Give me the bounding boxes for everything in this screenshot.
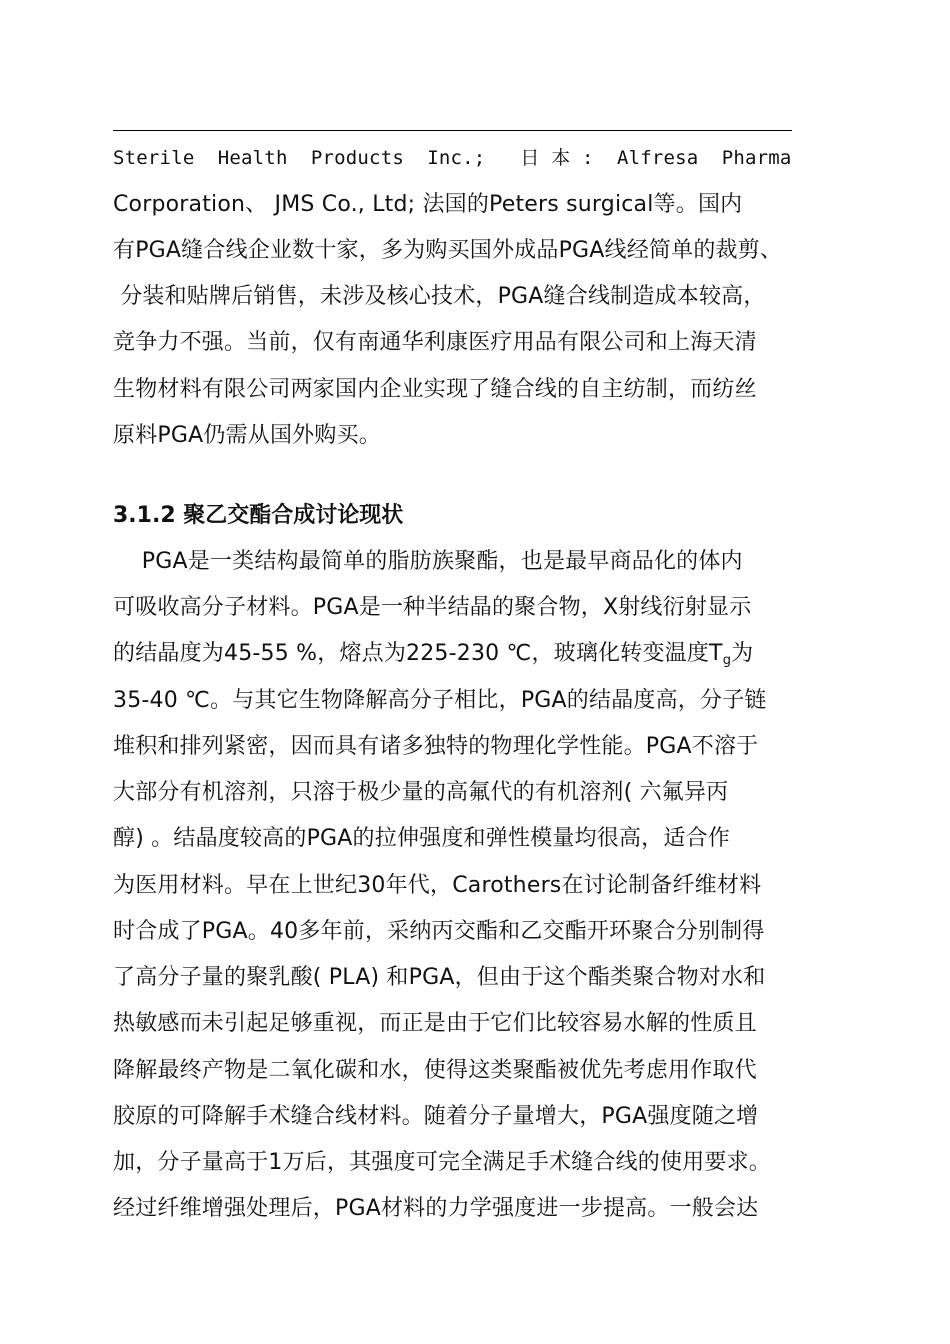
paragraph-line: Sterile Health Products Inc.; 日 本 : Alfresa Pharma — [113, 147, 792, 169]
paragraph-line: 生物材料有限公司两家国内企业实现了缝合线的自主纺制，而纺丝 — [113, 377, 757, 402]
header-rule — [113, 130, 792, 131]
paragraph-line: Corporation、 JMS Co., Ltd; 法国的Peters surgical等。国内 — [113, 192, 743, 217]
line-text: 为 — [731, 641, 754, 666]
paragraph-line: 经过纤维增强处理后，PGA材料的力学强度进一步提高。一般会达 — [113, 1196, 759, 1221]
subscript: g — [722, 653, 732, 668]
paragraph-line: 竞争力不强。当前，仅有南通华利康医疗用品有限公司和上海天清 — [113, 330, 757, 355]
paragraph-line: 了高分子量的聚乳酸( PLA) 和PGA，但由于这个酯类聚合物对水和 — [113, 965, 766, 990]
paragraph-line: 可吸收高分子材料。PGA是一种半结晶的聚合物，X射线衍射显示 — [113, 595, 752, 620]
paragraph-line: 分装和贴牌后销售，未涉及核心技术，PGA缝合线制造成本较高， — [113, 284, 766, 309]
paragraph-line: 35-40 ℃。与其它生物降解高分子相比，PGA的结晶度高，分子链 — [113, 688, 767, 713]
paragraph-line: 为医用材料。早在上世纪30年代，Carothers在讨论制备纤维材料 — [113, 873, 762, 898]
paragraph-line: 堆积和排列紧密，因而具有诸多独特的物理化学性能。PGA不溶于 — [113, 734, 759, 759]
paragraph-line: 原料PGA仍需从国外购买。 — [113, 423, 381, 448]
section-heading: 3.1.2 聚乙交酯合成讨论现状 — [113, 503, 404, 528]
paragraph-line: 降解最终产物是二氧化碳和水，使得这类聚酯被优先考虑用作取代 — [113, 1058, 757, 1083]
line-text: 的结晶度为45-55 %，熔点为225-230 ℃，玻璃化转变温度T — [113, 641, 723, 666]
paragraph-line: 大部分有机溶剂，只溶于极少量的高氟代的有机溶剂( 六氟异丙 — [113, 780, 729, 805]
paragraph-line: 加，分子量高于1万后，其强度可完全满足手术缝合线的使用要求。 — [113, 1150, 771, 1175]
paragraph-line: 热敏感而未引起足够重视，而正是由于它们比较容易水解的性质且 — [113, 1011, 757, 1036]
paragraph-line: PGA是一类结构最简单的脂肪族聚酯，也是最早商品化的体内 — [113, 549, 743, 574]
paragraph-line: 胶原的可降解手术缝合线材料。随着分子量增大，PGA强度随之增 — [113, 1104, 759, 1129]
paragraph-line: 醇) 。结晶度较高的PGA的拉伸强度和弹性模量均很高，适合作 — [113, 826, 730, 851]
paragraph-line — [113, 634, 753, 674]
paragraph-line: 时合成了PGA。40多年前，采纳丙交酯和乙交酯开环聚合分别制得 — [113, 919, 765, 944]
paragraph-line: 有PGA缝合线企业数十家，多为购买国外成品PGA线经简单的裁剪、 — [113, 238, 783, 263]
